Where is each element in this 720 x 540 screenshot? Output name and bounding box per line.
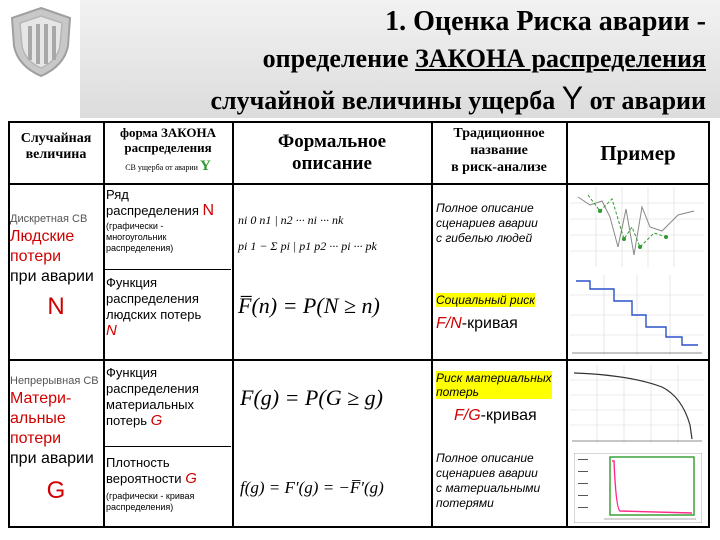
header-example: Пример xyxy=(600,141,676,165)
row1-traditional: Полное описание сценариев аварии с гибелью людей xyxy=(436,201,538,245)
header-random-variable: Случайная величина xyxy=(20,131,92,162)
row1-formula-function: F̅(n) = P(N ≥ n) xyxy=(238,293,380,318)
row2-traditional2: Полное описание сценариев аварии с материальными потерями xyxy=(436,451,541,510)
row1-name: Людские потери при аварии xyxy=(10,228,94,285)
row2-traditional1: Риск материальных потерь F/G-кривая xyxy=(436,371,552,424)
row2-var: G xyxy=(46,477,66,504)
row2-fg-curve-graph xyxy=(570,365,704,443)
row1-fn-curve-graph xyxy=(570,275,704,355)
shield-logo-icon xyxy=(6,4,76,80)
slide-title-line3: случайной величины ущерба Y от аварии xyxy=(210,80,706,116)
row1-form2: Функция распределения людских потерь N xyxy=(106,275,202,339)
row2-form2: Плотность вероятности G (графически - кривая распределения) xyxy=(106,455,197,512)
row1-form1: Ряд распределения N (графически - многоугольник распределения) xyxy=(106,187,215,253)
row2-name: Матери- альные потери при аварии xyxy=(10,390,94,467)
row1-type: Дискретная СВ xyxy=(10,213,88,225)
row2-formula-density: f(g) = F′(g) = −F̅′(g) xyxy=(240,478,384,497)
header-law-form: форма ЗАКОНА распределения СВ ущерба от аварии Y xyxy=(119,125,216,174)
slide-title-line1: 1. Оценка Риска аварии - xyxy=(385,6,706,37)
row1-traditional2: Социальный риск F/N-кривая xyxy=(436,293,535,332)
header-formal-description: Формальное описание xyxy=(277,131,387,174)
row1-formula-series: ni 0 n1 | n2 ··· ni ··· nk pi 1 − Σ pi | p1 p2 ··· pi ··· pk xyxy=(238,213,377,253)
slide-title-line2: определение ЗАКОНА распределения xyxy=(262,44,706,73)
row1-polygon-graph xyxy=(570,187,704,267)
row2-density-graph xyxy=(574,453,702,523)
row1-var: N xyxy=(47,293,65,320)
row2-formula-function: F(g) = P(G ≥ g) xyxy=(240,385,383,410)
risk-table xyxy=(8,121,710,528)
row2-type: Непрерывная СВ xyxy=(10,375,99,387)
header-traditional-name: Традиционное название в риск-анализе xyxy=(451,126,547,175)
row2-form1: Функция распределения материальных потерь G xyxy=(106,365,199,429)
